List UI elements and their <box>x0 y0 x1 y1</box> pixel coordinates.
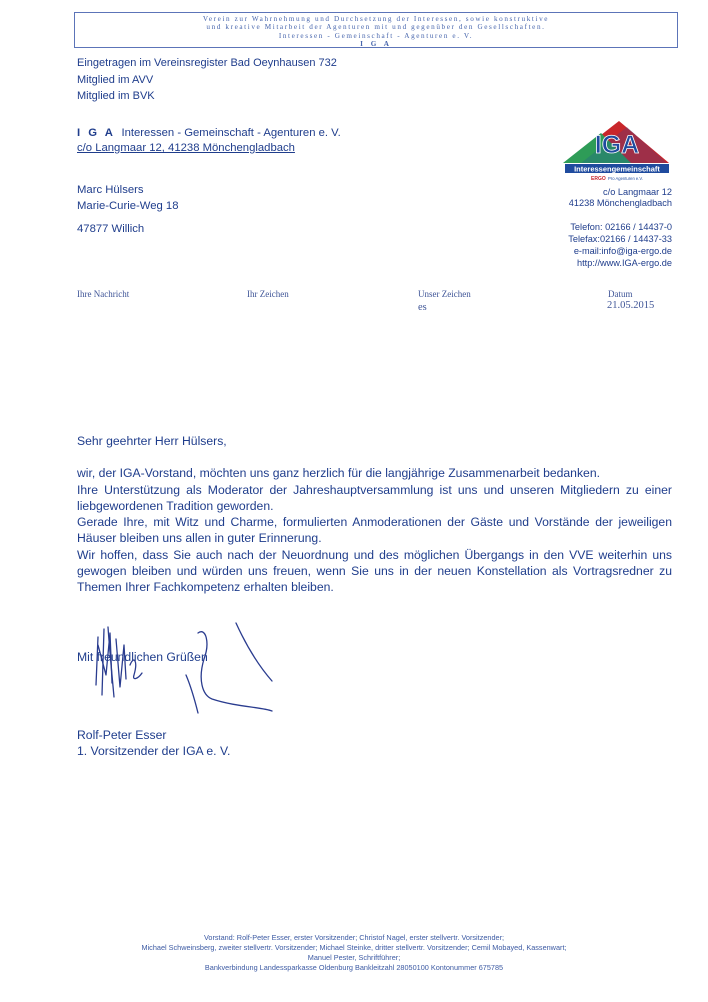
signer-title: 1. Vorsitzender der IGA e. V. <box>77 744 231 759</box>
letter-paragraph: Wir hoffen, dass Sie auch nach der Neuordnung und des möglichen Übergangs in den VVE weiterhin uns gewogen bleiben und würden uns freuen, wenn Sie uns in der neuen Konstellation als Vortragsredner zu Themen Ihrer Fachkompetenz erhalten bleiben. <box>77 547 672 595</box>
right-contact <box>568 221 672 269</box>
registration-line: Eingetragen im Vereinsregister Bad Oeynhausen 732 <box>77 57 337 69</box>
signature-stroke <box>236 623 272 681</box>
banner-line: und kreative Mitarbeit der Agenturen mit und gegenüber den Gesellschaften. <box>206 23 546 32</box>
logo-text: IGA <box>594 131 640 159</box>
logo-subtitle: Interessengemeinschaft <box>574 164 660 174</box>
right-address <box>569 187 672 210</box>
footer <box>60 933 648 973</box>
banner-line: I G A <box>360 40 392 49</box>
email-link[interactable]: e-mail:info@iga-ergo.de <box>573 246 672 256</box>
signature-stroke <box>198 632 272 711</box>
header-banner <box>74 12 678 48</box>
footer-line: Bankverbindung Landessparkasse Oldenburg Bankleitzahl 28050100 Kontonummer 675785 <box>204 963 504 973</box>
recipient-name: Marc Hülsers <box>77 184 144 196</box>
recipient-block <box>77 183 179 214</box>
sender-name: Interessen - Gemeinschaft - Agenturen e. V. <box>121 127 341 139</box>
fax-text: Telefax:02166 / 14437-33 <box>568 234 672 244</box>
ref-datum: Datum <box>608 289 633 299</box>
membership-line: Mitglied im BVK <box>77 90 155 102</box>
footer-line: Vorstand: Rolf-Peter Esser, erster Vorsitzender; Christof Nagel, erster stellvertr. Vorsitzender; <box>203 933 505 942</box>
recipient-city: 47877 Willich <box>77 223 145 235</box>
ref-unser-zeichen: Unser Zeichen <box>418 289 471 299</box>
logo-tagline: Pro Agenturen e.V. <box>608 176 644 181</box>
footer-line: Michael Schweinsberg, zweiter stellvertr. Vorsitzender; Michael Steinke, dritter stellvertr. Vorsitzender; Cemil Mobayed, Kassenwart; <box>141 943 567 953</box>
signer-block <box>77 727 230 760</box>
banner-line: Interessen - Gemeinschaft - Agenturen e. V. <box>278 31 474 40</box>
sender-block <box>77 126 341 156</box>
ref-unser-zeichen-value: es <box>418 302 427 313</box>
letter-paragraph: wir, der IGA-Vorstand, möchten uns ganz herzlich für die langjährige Zusammenarbeit bedanken. <box>77 466 600 481</box>
letter-paragraph: Ihre Unterstützung als Moderator der Jahreshauptversammlung ist uns und unseren Mitgliedern zu einer liebgewordenen Tradition geworden. <box>77 482 672 513</box>
footer-line: Manuel Pester, Schriftführer; <box>307 953 401 963</box>
closing: Mit freundlichen Grüßen <box>77 650 208 664</box>
signature <box>86 615 276 725</box>
recipient-street: Marie-Curie-Weg 18 <box>77 199 179 212</box>
sender-address: c/o Langmaar 12, 41238 Mönchengladbach <box>77 142 295 154</box>
website-link[interactable]: http://www.IGA-ergo.de <box>577 258 672 268</box>
ref-datum-value: 21.05.2015 <box>607 300 655 311</box>
letter-paragraph: Gerade Ihre, mit Witz und Charme, formulierten Anmoderationen der Gäste und Vorstände der jeweiligen Häuser bleiben uns allen in guter Erinnerung. <box>77 515 672 546</box>
ref-ihr-zeichen: Ihr Zeichen <box>247 289 289 299</box>
salutation: Sehr geehrter Herr Hülsers, <box>77 434 227 448</box>
phone-text: Telefon: 02166 / 14437-0 <box>570 222 672 232</box>
signer-name: Rolf-Peter Esser <box>77 728 167 742</box>
right-street: c/o Langmaar 12 <box>603 187 672 197</box>
signature-stroke <box>186 675 198 713</box>
signature-stroke <box>102 627 114 697</box>
right-city: 41238 Mönchengladbach <box>568 198 672 209</box>
membership-line: Mitglied im AVV <box>77 73 154 86</box>
banner-line: Verein zur Wahrnehmung und Durchsetzung der Interessen, sowie konstruktive <box>202 15 550 23</box>
sender-abbr: I G A <box>77 127 116 139</box>
registration-info <box>77 55 337 105</box>
ref-ihre-nachricht: Ihre Nachricht <box>77 289 130 299</box>
letter-body <box>77 433 672 596</box>
iga-logo <box>561 115 673 187</box>
logo-brand: ERGO <box>591 176 606 182</box>
